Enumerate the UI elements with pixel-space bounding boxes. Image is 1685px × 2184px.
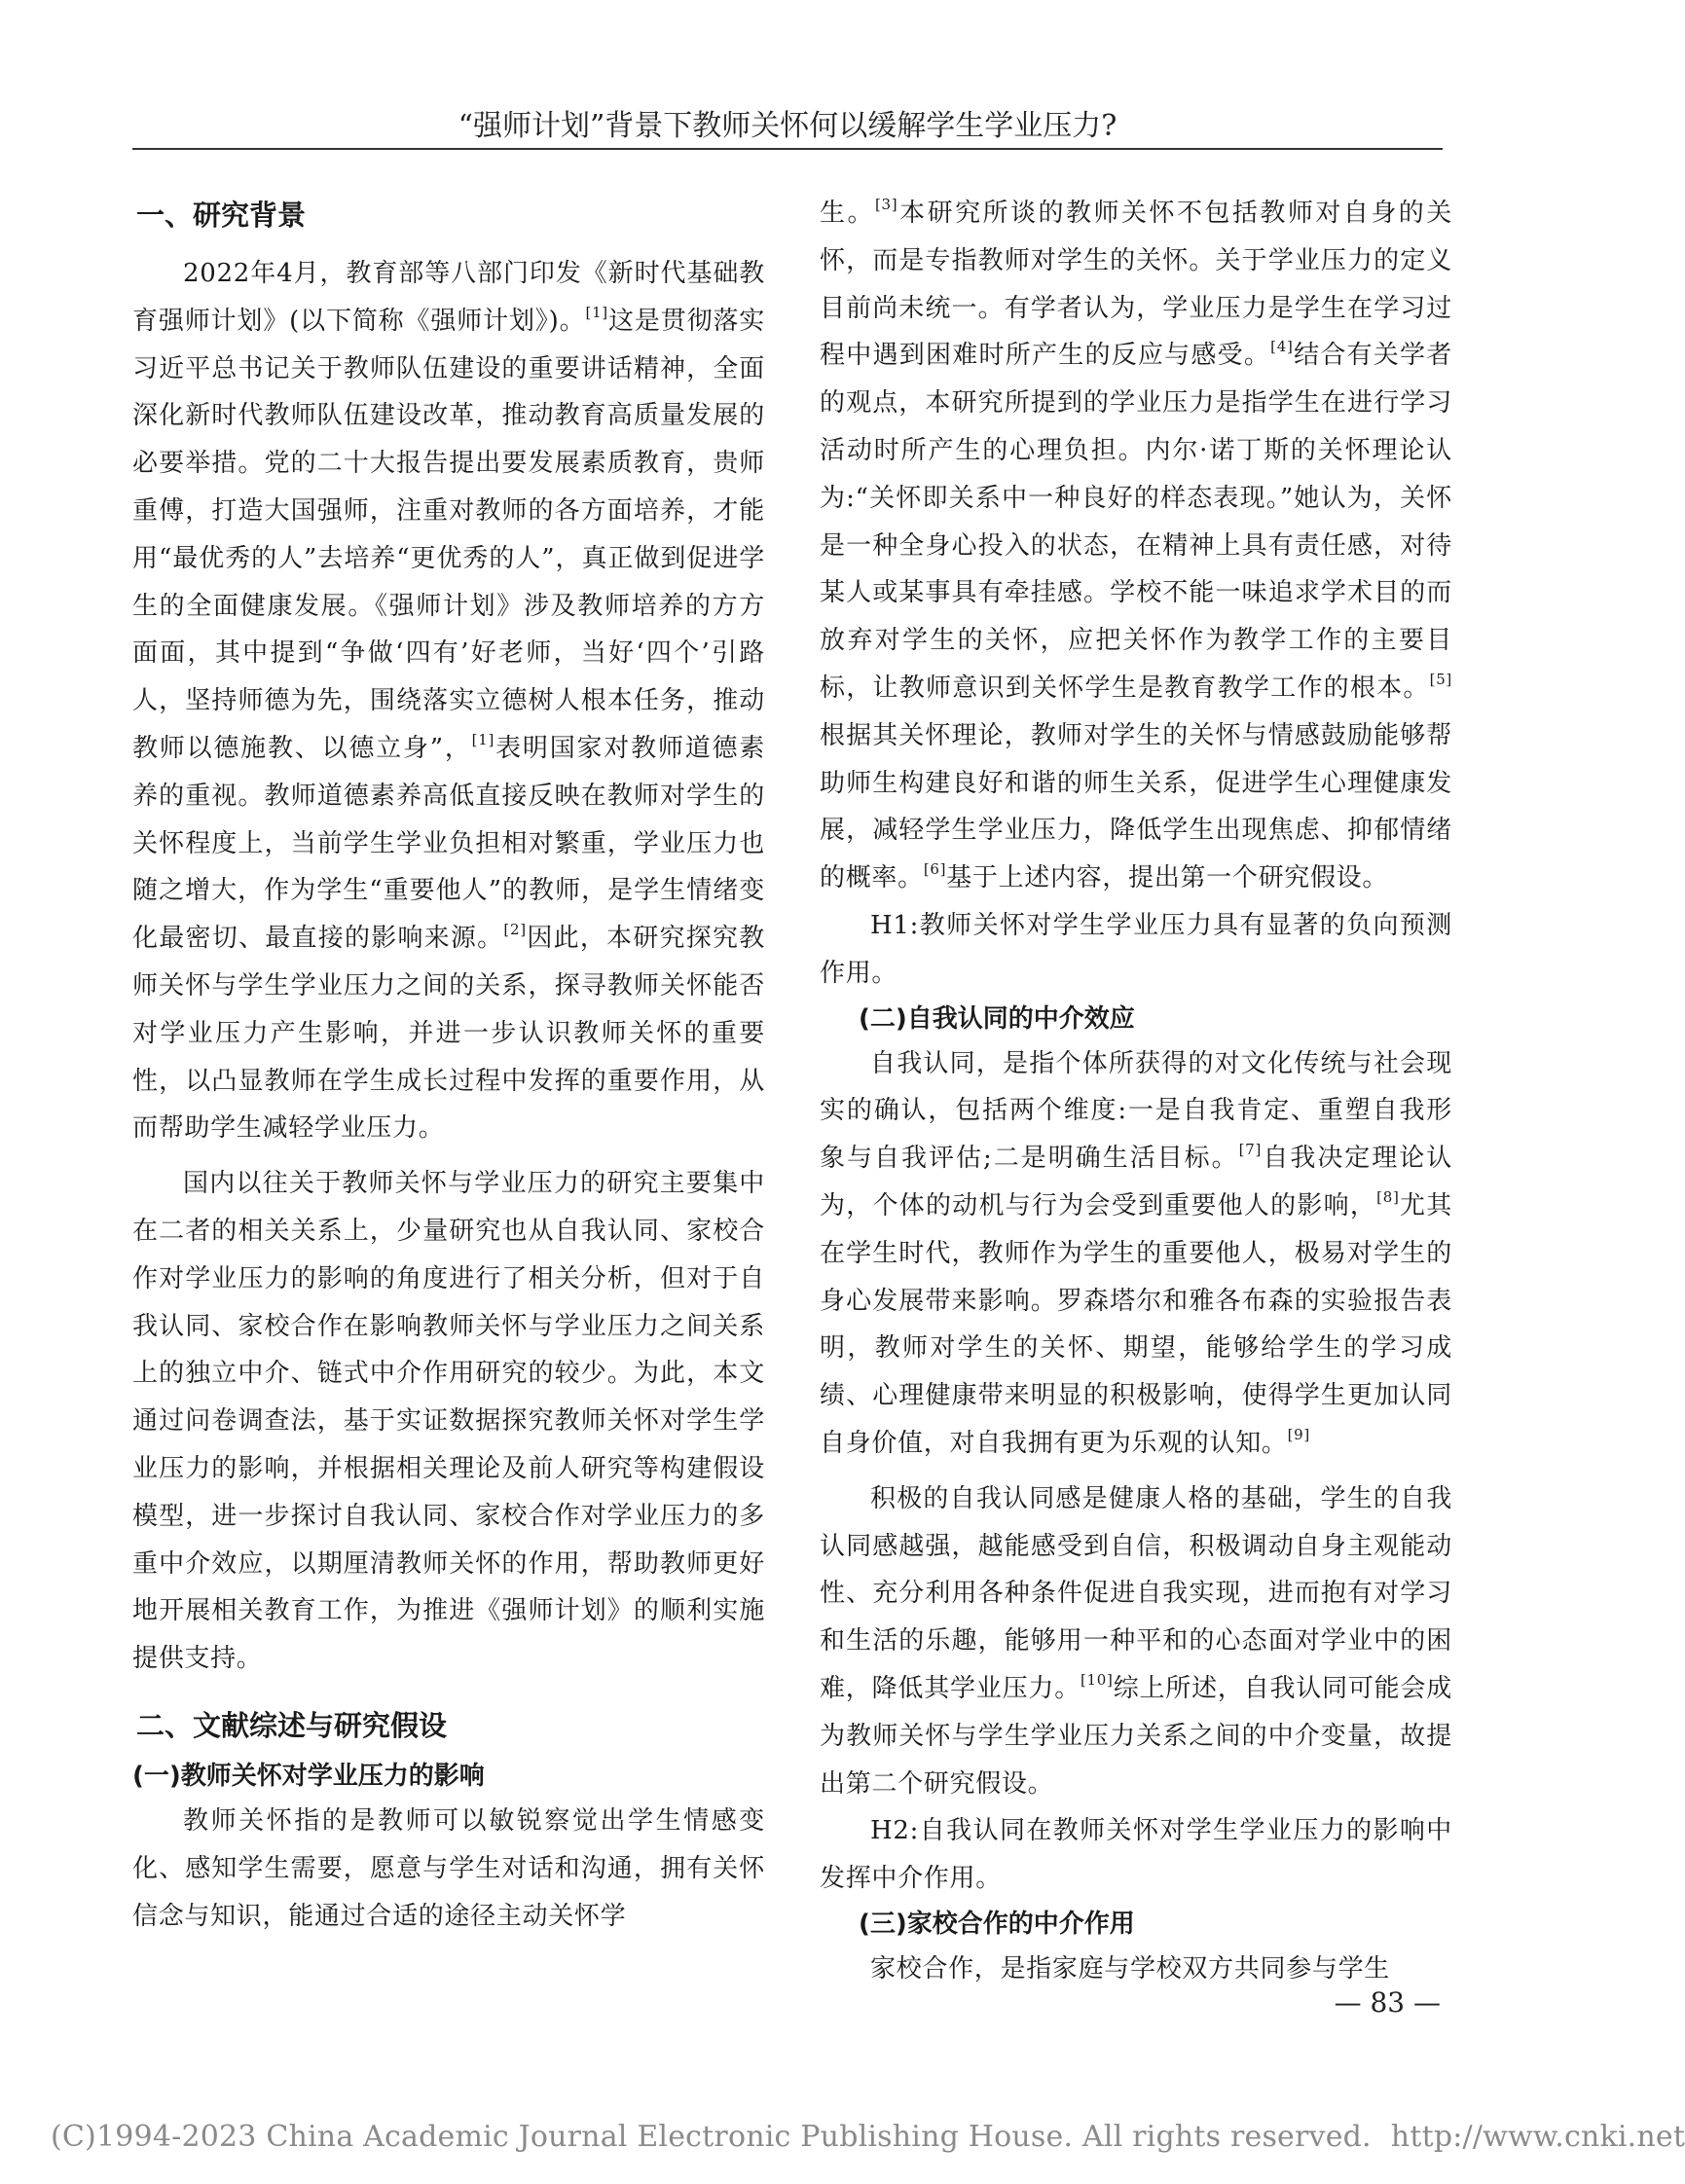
text-run: 自我决定理论认为，个体的动机与行为会受到重要他人的影响， xyxy=(820,1144,1452,1220)
section-title-research-background: 一、研究背景 xyxy=(136,199,307,232)
text-run: 这是贯彻落实习近平总书记关于教师队伍建设的重要讲话精神，全面深化新时代教师队伍建设改革，推动教育高质量发展的必要举措。党的二十大报告提出要发展素质教育，贵师重傅，打造大国强师，注重对教师的各方面培养，才能用“最优秀的人”去培养“更优秀的人”，真正做到促进学生的全面健康发展。《强师计划》涉及教师培养的方方面面，其中提到“争做‘四有’好老师，当好‘四个’引路人，坚持师德为先，围绕落实立德树人根本任务，推动教师以德施教、以德立身”， xyxy=(132,306,765,763)
citation-ref: [7] xyxy=(1238,1141,1263,1159)
hypothesis-h2: H2:自我认同在教师关怀对学生学业压力的影响中发挥中介作用。 xyxy=(820,1816,1452,1894)
text-run: 国内以往关于教师关怀与学业压力的研究主要集中在二者的相关关系上，少量研究也从自我认同、家校合作对学业压力的影响的角度进行了相关分析，但对于自我认同、家校合作在影响教师关怀与学业压力之间关系上的独立中介、链式中介作用研究的较少。为此，本文通过问卷调查法，基于实证数据探究教师关怀对学生学业压力的影响，并根据相关理论及前人研究等构建假设模型，进一步探讨自我认同、家校合作对学业压力的多重中介效应，以期厘清教师关怀的作用，帮助教师更好地开展相关教育工作，为推进《强师计划》的顺利实施提供支持。 xyxy=(132,1169,765,1674)
citation-ref: [5] xyxy=(1429,670,1452,688)
left-column xyxy=(132,190,765,1940)
citation-ref: [1] xyxy=(471,730,495,748)
text-run: 本研究所谈的教师关怀不包括教师对自身的关怀，而是专指教师对学生的关怀。关于学业压力的定义目前尚未统一。有学者认为，学业压力是学生在学习过程中遇到困难时所产生的反应与感受。 xyxy=(820,199,1452,371)
text-run: 生。 xyxy=(820,199,875,228)
paragraph xyxy=(820,190,1452,902)
copyright-text: (C)1994-2023 China Academic Journal Electronic Publishing House. All rights reserved. xyxy=(51,2120,1372,2154)
citation-ref: [1] xyxy=(585,303,608,321)
paragraph xyxy=(820,1475,1452,1808)
hypothesis-h1: H1:教师关怀对学生学业压力具有显著的负向预测作用。 xyxy=(820,910,1452,988)
text-run: 积极的自我认同感是健康人格的基础，学生的自我认同感越强，越能感受到自信，积极调动自身主观能动性、充分利用各种条件促进自我实现，进而抱有对学习和生活的乐趣，能够用一种平和的心态面对学业中的困难，降低其学业压力。 xyxy=(820,1483,1452,1703)
cnki-url: http://www.cnki.net xyxy=(1390,2120,1685,2154)
text-run: 结合有关学者的观点，本研究所提到的学业压力是指学生在进行学习活动时所产生的心理负担。内尔·诺丁斯的关怀理论认为:“关怀即关系中一种良好的样态表现。”她认为，关怀是一种全身心投入的状态，在精神上具有责任感，对待某人或某事具有牵挂感。学校不能一味追求学术目的而放弃对学生的关怀，应把关怀作为教学工作的主要目标，让教师意识到关怀学生是教育教学工作的根本。 xyxy=(820,341,1453,703)
text-run: 因此，本研究探究教师关怀与学生学业压力之间的关系，探寻教师关怀能否对学业压力产生影响，并进一步认识教师关怀的重要性，以凸显教师在学生成长过程中发挥的重要作用，从而帮助学生减轻学业压力。 xyxy=(132,924,765,1144)
text-run: 2022年4月，教育部等八部门印发《新时代基础教育强师计划》(以下简称《强师计划》)。 xyxy=(132,259,765,336)
paragraph xyxy=(132,250,765,1152)
subsection-title-teacher-care: (一)教师关怀对学业压力的影响 xyxy=(132,1761,485,1791)
subsection-title-home-school: (三)家校合作的中介作用 xyxy=(859,1909,1135,1939)
copyright-footer xyxy=(51,2118,1685,2157)
paragraph xyxy=(132,1160,765,1683)
text-run: 根据其关怀理论，教师对学生的关怀与情感鼓励能够帮助师生构建良好和谐的师生关系，促进学生心理健康发展，减轻学生学业压力，降低学生出现焦虑、抑郁情绪的概率。 xyxy=(820,720,1452,893)
paragraph xyxy=(820,1040,1452,1468)
text-run: 自我认同，是指个体所获得的对文化传统与社会现实的确认，包括两个维度:一是自我肯定、重塑自我形象与自我评估;二是明确生活目标。 xyxy=(820,1048,1452,1174)
running-title: “强师计划”背景下教师关怀何以缓解学生学业压力? xyxy=(458,109,1117,143)
text-run: 尤其在学生时代，教师作为学生的重要他人，极易对学生的身心发展带来影响。罗森塔尔和雅各布森的实验报告表明，教师对学生的关怀、期望，能够给学生的学习成绩、心理健康带来明显的积极影响，使得学生更加认同自身价值，对自我拥有更为乐观的认知。 xyxy=(820,1190,1453,1458)
subsection-title-self-identity: (二)自我认同的中介效应 xyxy=(859,1003,1135,1034)
header-rule xyxy=(132,148,1443,150)
citation-ref: [8] xyxy=(1376,1187,1400,1206)
section-title-literature-review: 二、文献综述与研究假设 xyxy=(136,1708,448,1742)
citation-ref: [6] xyxy=(923,860,947,879)
citation-ref: [9] xyxy=(1287,1425,1310,1443)
page-number: — 83 — xyxy=(1334,1986,1441,2019)
text-run: 综上所述，自我认同可能会成为教师关怀与学生学业压力关系之间的中介变量，故提出第二个研究假设。 xyxy=(820,1673,1452,1799)
text-run: 家校合作，是指家庭与学校双方共同参与学生 xyxy=(870,1953,1391,1984)
paragraph xyxy=(132,1798,765,1940)
citation-ref: [2] xyxy=(503,921,527,939)
right-column xyxy=(820,190,1452,1993)
citation-ref: [10] xyxy=(1081,1670,1114,1689)
citation-ref: [4] xyxy=(1270,338,1294,356)
citation-ref: [3] xyxy=(874,196,898,213)
text-run: 教师关怀指的是教师可以敏锐察觉出学生情感变化、感知学生需要，愿意与学生对话和沟通，拥有关怀信念与知识，能通过合适的途径主动关怀学 xyxy=(132,1805,765,1931)
text-run: 表明国家对教师道德素养的重视。教师道德素养高低直接反映在教师对学生的关怀程度上，当前学生学业负担相对繁重，学业压力也随之增大，作为学生“重要他人”的教师，是学生情绪变化最密切、最直接的影响来源。 xyxy=(132,733,765,954)
text-run: 基于上述内容，提出第一个研究假设。 xyxy=(946,863,1389,893)
